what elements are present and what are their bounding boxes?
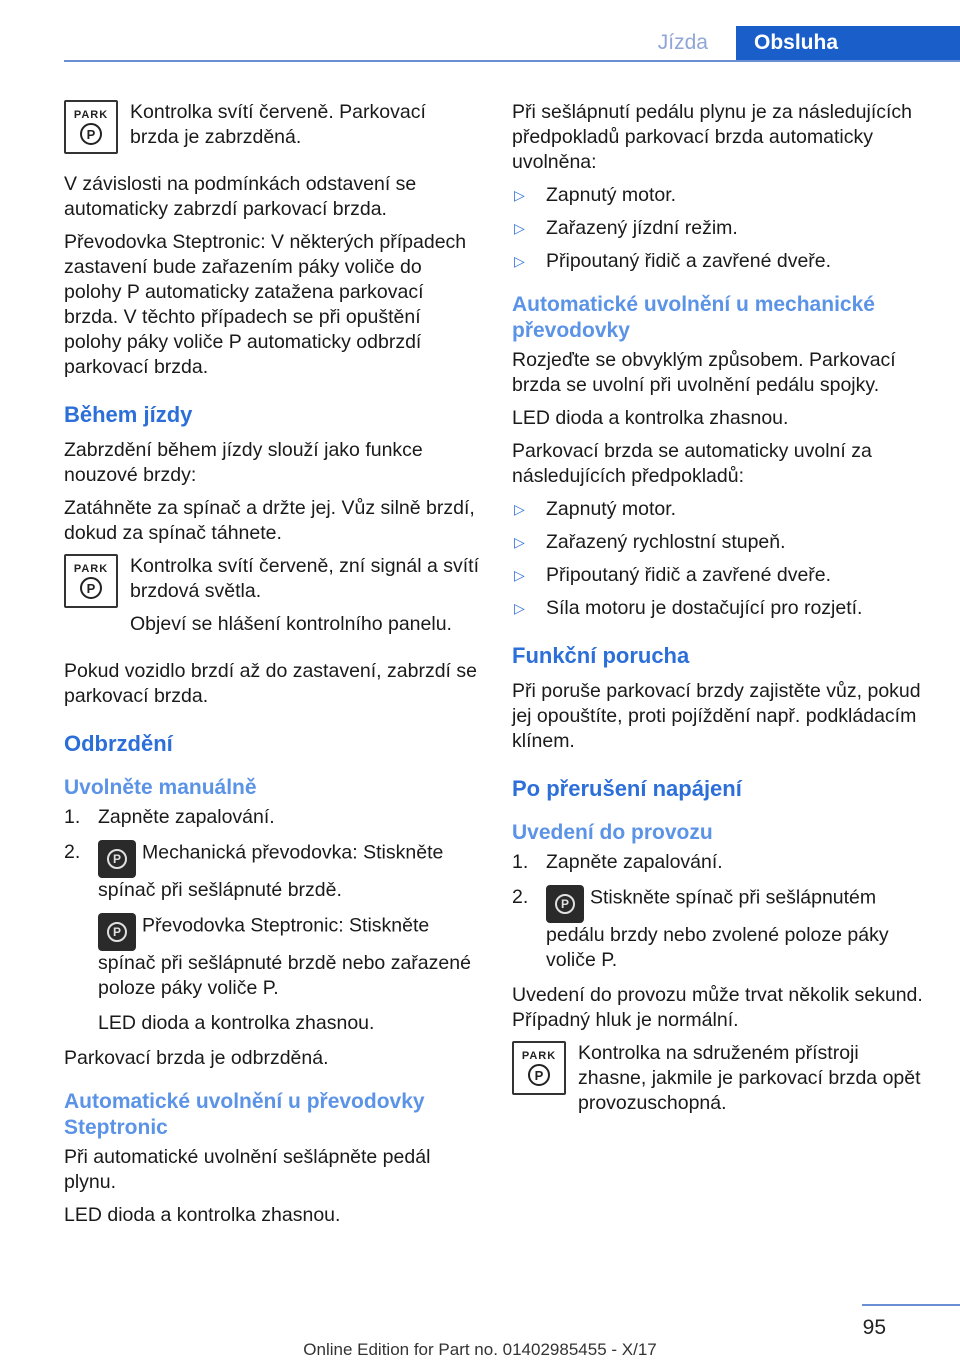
page-header xyxy=(0,0,960,62)
triangle-bullet-icon: ▷ xyxy=(514,187,525,203)
edition-footer: Online Edition for Part no. 01402985455 - X/17 xyxy=(303,1340,657,1359)
paragraph: Pokud vozidlo brzdí až do zastavení, zabrzdí se parkovací brzda. xyxy=(64,660,477,707)
heading-po-preruseni: Po přerušení napájení xyxy=(512,776,742,801)
heading-odbrzdeni: Odbrzdění xyxy=(64,731,173,756)
tab-jizda[interactable]: Jízda xyxy=(657,31,708,54)
park-warning-text: Objeví se hlášení kontrolního panelu. xyxy=(130,613,452,635)
park-warning-text: Kontrolka svítí červeně, zní signál a svítí brzdová světla. xyxy=(130,555,479,602)
steps-list xyxy=(512,850,932,973)
park-brake-icon: PARK P xyxy=(64,100,118,154)
heading-uvedeni-do-provozu: Uvedení do provozu xyxy=(512,821,713,844)
heading-auto-mechanicke: Automatické uvolnění u mechanické převodovky xyxy=(512,293,875,342)
paragraph: LED dioda a kontrolka zhasnou. xyxy=(64,1204,341,1226)
paragraph: Zatáhněte za spínač a držte jej. Vůz silně brzdí, dokud za spínač táhnete. xyxy=(64,497,475,544)
triangle-bullet-icon: ▷ xyxy=(514,253,525,269)
step-sub-text: LED dioda a kontrolka zhasnou. xyxy=(98,1012,375,1034)
list-item: ▷ Připoutaný řidič a zavřené dveře. xyxy=(514,250,832,272)
list-item: ▷ Zařazený rychlostní stupeň. xyxy=(514,531,786,553)
heading-funkcni-porucha: Funkční porucha xyxy=(512,643,690,668)
park-brake-icon: PARK P xyxy=(512,1041,566,1095)
triangle-bullet-icon: ▷ xyxy=(514,501,525,517)
paragraph: Parkovací brzda je odbrzděná. xyxy=(64,1047,329,1069)
parking-switch-icon: P xyxy=(98,913,136,951)
triangle-bullet-icon: ▷ xyxy=(514,220,525,236)
paragraph: Při poruše parkovací brzdy zajistěte vůz, pokud jej opouštíte, proti pojíždění např. podkládacím klínem. xyxy=(512,680,921,752)
list-item: 2. P Mechanická převodovka: Stiskněte spínač při sešlápnuté brzdě. P Převodovka Steptronic: Stiskněte spínač při sešlápnuté brzdě nebo zařazené poloze páky voliče P. LED dioda a kontrolka zhasnou. xyxy=(64,840,480,1036)
list-item: 1. Zapněte zapalování. xyxy=(512,851,723,873)
list-item: 1. Zapněte zapalování. xyxy=(64,806,275,828)
paragraph: Parkovací brzda se automaticky uvolní za následujících předpokladů: xyxy=(512,440,872,487)
list-item: ▷ Připoutaný řidič a zavřené dveře. xyxy=(514,564,832,586)
park-warning-text: Kontrolka na sdruženém přístroji zhasne, jakmile je parkovací brzda opět provozuschopná. xyxy=(578,1042,921,1114)
triangle-bullet-icon: ▷ xyxy=(514,600,525,616)
left-column xyxy=(64,100,480,1236)
paragraph: Zabrzdění během jízdy slouží jako funkce nouzové brzdy: xyxy=(64,439,423,486)
header-rule xyxy=(64,60,960,62)
heading-behem-jizdy: Během jízdy xyxy=(64,402,193,427)
steps-list xyxy=(64,805,480,1036)
list-item: ▷ Zařazený jízdní režim. xyxy=(514,217,738,239)
step-sub-text: P Převodovka Steptronic: Stiskněte spínač při sešlápnuté brzdě nebo zařazené poloze páky voliče P. xyxy=(98,914,471,999)
list-item: ▷ Zapnutý motor. xyxy=(514,184,677,206)
paragraph: Uvedení do provozu může trvat několik sekund. Případný hluk je normální. xyxy=(512,984,923,1031)
conditions-list xyxy=(512,497,932,621)
paragraph: Při automatické uvolnění sešlápněte pedál plynu. xyxy=(64,1146,431,1193)
paragraph: Rozjeďte se obvyklým způsobem. Parkovací brzda se uvolní při uvolnění pedálu spojky. xyxy=(512,349,896,396)
parking-switch-icon: P xyxy=(98,840,136,878)
tab-obsluha[interactable]: Obsluha xyxy=(736,26,960,60)
list-item: ▷ Síla motoru je dostačující pro rozjetí. xyxy=(514,597,863,619)
paragraph: Při sešlápnutí pedálu plynu je za následujících předpokladů parkovací brzda automaticky uvolněna: xyxy=(512,101,912,173)
conditions-list xyxy=(512,183,932,274)
right-column xyxy=(512,100,932,1138)
paragraph: Převodovka Steptronic: V některých případech zastavení bude zařazením páky voliče do polohy P automaticky zatažena parkovací brzda. V těchto případech se při opuštění polohy páky voliče P automaticky odbrzdí parkovací brzda. xyxy=(64,231,467,378)
heading-auto-steptronic: Automatické uvolnění u převodovky Steptronic xyxy=(64,1090,425,1139)
list-item: ▷ Zapnutý motor. xyxy=(514,498,677,520)
paragraph: LED dioda a kontrolka zhasnou. xyxy=(512,407,789,429)
park-warning-block xyxy=(64,554,480,645)
triangle-bullet-icon: ▷ xyxy=(514,534,525,550)
park-warning-block xyxy=(64,100,480,158)
list-item: 2. P Stiskněte spínač při sešlápnutém pedálu brzdy nebo zvolené poloze páky voliče P. xyxy=(512,886,889,971)
heading-uvolnete-manualne: Uvolněte manuálně xyxy=(64,776,257,799)
page-number: 95 xyxy=(862,1316,886,1339)
park-warning-text: Kontrolka svítí červeně. Parkovací brzda je zabrzděná. xyxy=(130,101,426,148)
footer-rule xyxy=(862,1304,960,1306)
park-warning-block xyxy=(512,1041,932,1124)
triangle-bullet-icon: ▷ xyxy=(514,567,525,583)
park-brake-icon: PARK P xyxy=(64,554,118,608)
parking-switch-icon: P xyxy=(546,885,584,923)
paragraph: V závislosti na podmínkách odstavení se automaticky zabrzdí parkovací brzda. xyxy=(64,173,417,220)
